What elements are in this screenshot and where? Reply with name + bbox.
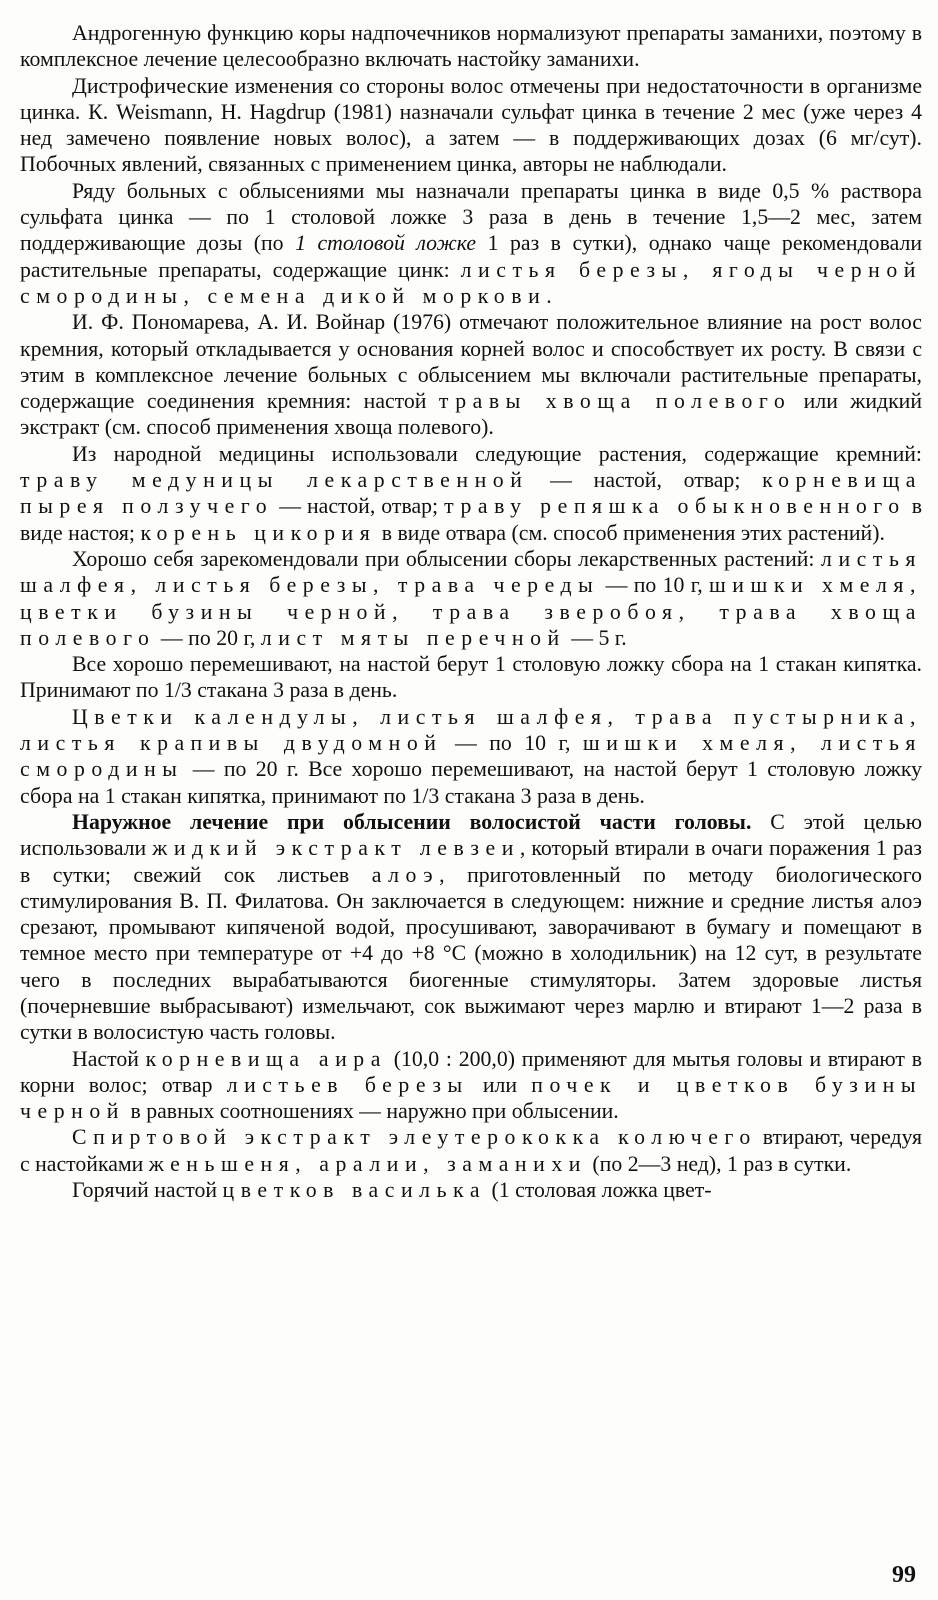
- paragraph-eleutherococcus: Спиртовой экстракт элеутерококка колючего втирают, чередуя с настойками женьшеня, аралии, заманихи (по 2—3 нед), 1 раз в сутки.: [20, 1125, 922, 1176]
- paragraph-folk-medicine: Из народной медицины использовали следующие растения, содержащие кремний: траву медуницы лекарственной — настой, отвар; корневища пырея ползучего — настой, отвар; траву репяшка обыкновенного в виде настоя; корень цикория в виде отвара (см. способ применения этих растений).: [20, 441, 923, 545]
- paragraph-herbal-collection-1: Хорошо себя зарекомендовали при облысении сборы лекарственных растений: листья шалфея, листья березы, трава череды — по 10 г, шишки хмеля, цветки бузины черной, трава зверобоя, трава хвоща полевого — по 20 г, лист мяты перечной — 5 г.: [20, 546, 922, 650]
- fraction-one-third: 1/3: [163, 678, 192, 703]
- fraction-one-third: 1/3: [411, 783, 440, 808]
- page-number: 99: [892, 1562, 916, 1588]
- paragraph-zinc-treatment: Ряду больных с облысениями мы назначали препараты цинка в виде 0,5 % раствора сульфата цинка — по 1 столовой ложке 3 раза в день в течение 1,5—2 мес, затем поддерживающие дозы (по 1 столовой ложке 1 раз в сутки), однако чаще рекомендовали растительные препараты, содержащие цинк: листья березы, ягоды черной смородины, семена дикой моркови.: [20, 178, 922, 308]
- section-heading: Наружное лечение при облысении волосистой части головы.: [72, 809, 752, 834]
- paragraph-external-treatment: Наружное лечение при облысении волосистой части головы. С этой целью использовали жидкий экстракт левзеи, который втирали в очаги поражения 1 раз в сутки; свежий сок листьев алоэ, приготовленный по методу биологического стимулирования В. П. Филатова. Он заключается в следующем: нижние и средние листья алоэ срезают, промывают кипяченой водой, просушивают, заворачивают в бумагу и помещают в темное место при температуре от +4 до +8 °С (можно в холодильник) на 12 сут, в результате чего в последних вырабатываются биогенные стимуляторы. Затем здоровые листья (почерневшие выбрасывают) измельчают, сок выжимают через марлю и втирают 1—2 раза в сутки в волосистую часть головы.: [20, 809, 922, 1045]
- paragraph-herbal-collection-2: Цветки календулы, листья шалфея, трава пустырника, листья крапивы двудомной — по 10 г, шишки хмеля, листья смородины — по 20 г. Все хорошо перемешивают, на настой берут 1 столовую ложку сбора на 1 стакан кипятка, принимают по 1/3 стакана 3 раза в день.: [20, 704, 923, 808]
- paragraph-calamus: Настой корневища аира (10,0 : 200,0) применяют для мытья головы и втирают в корни волос; отвар листьев березы или почек и цветков бузины черной в равных соотношениях — наружно при облысении.: [20, 1046, 922, 1124]
- paragraph-zamanikha: Андрогенную функцию коры надпочечников нормализуют препараты заманихи, поэтому в комплексное лечение целесообразно включать настойку заманихи.: [20, 21, 922, 72]
- paragraph-collection-preparation: Все хорошо перемешивают, на настой берут 1 столовую ложку сбора на 1 стакан кипятка. Принимают по 1/3 стакана 3 раза в день.: [20, 652, 922, 703]
- body-text: [20, 20, 922, 1203]
- paragraph-cornflower: Горячий настой цветков василька (1 столовая ложка цвет-: [72, 1178, 712, 1203]
- paragraph-zinc-deficiency: Дистрофические изменения со стороны волос отмечены при недостаточности в организме цинка. К. Weismann, Н. Hagdrup (1981) назначали сульфат цинка в течение 2 мес (уже через 4 нед замечено появление новых волос), а затем — в поддерживающих дозах (6 мг/сут). Побочных явлений, связанных с применением цинка, авторы не наблюдали.: [20, 73, 922, 177]
- paragraph-silicon: И. Ф. Пономарева, А. И. Войнар (1976) отмечают положительное влияние на рост волос кремния, который откладывается у основания корней волос и способствует их росту. В связи с этим в комплексное лечение больных с облысением мы включали растительные препараты, содержащие соединения кремния: настой травы хвоща полевого или жидкий экстракт (см. способ применения хвоща полевого).: [20, 310, 923, 440]
